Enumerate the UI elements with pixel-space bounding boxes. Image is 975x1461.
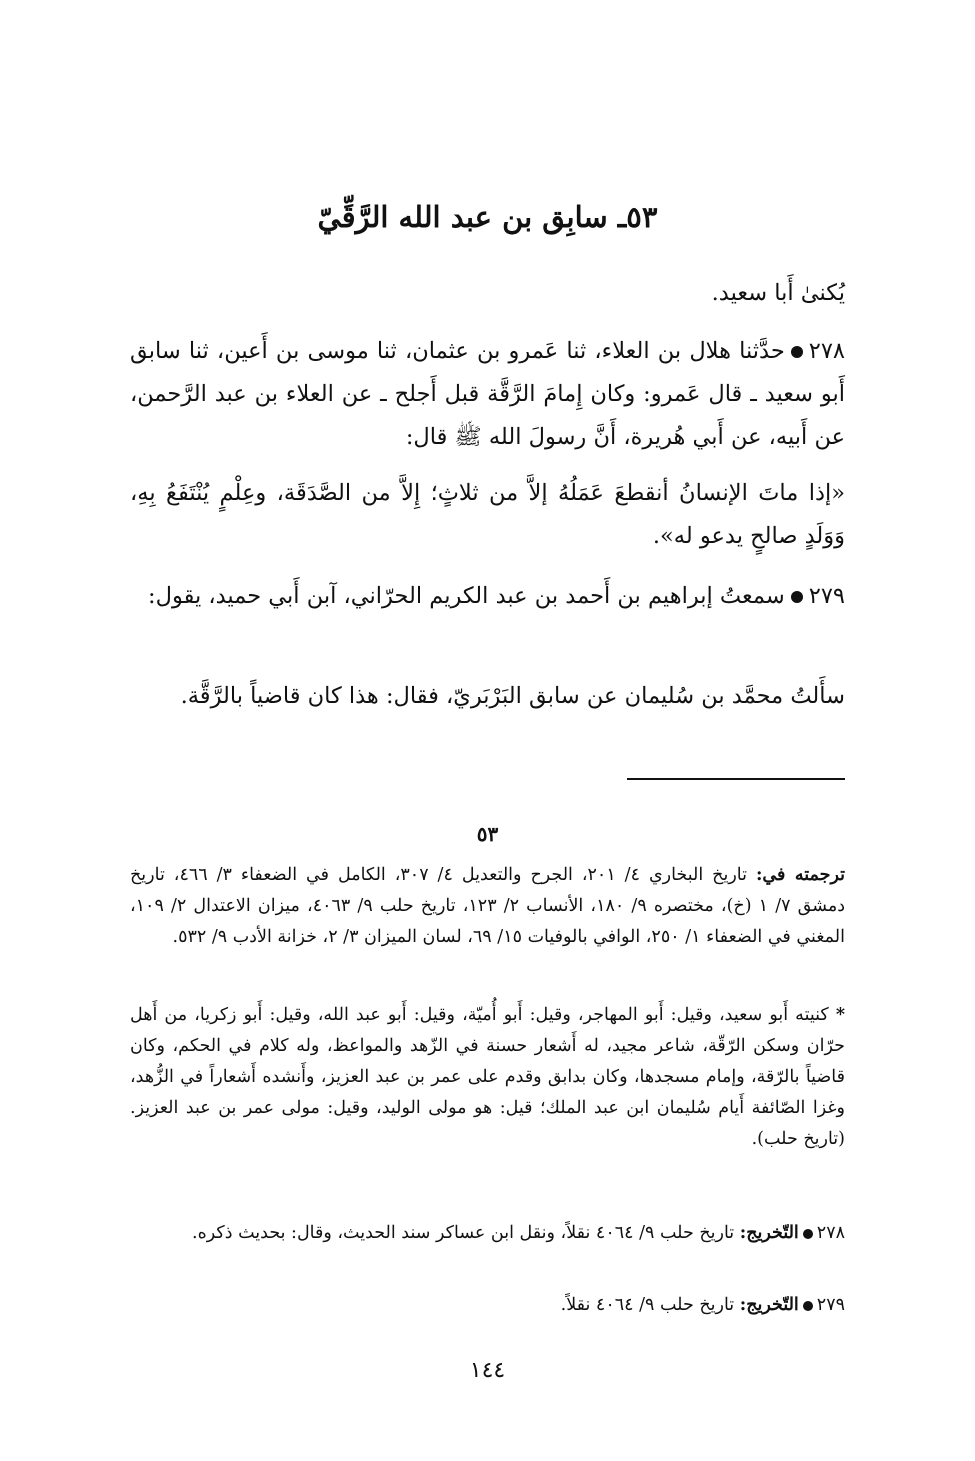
page-number: ١٤٤ <box>469 1358 506 1383</box>
hadith-text: سمعتُ إبراهيم بن أَحمد بن عبد الكريم الحرّاني، آبن أَبي حميد، يقول: <box>148 583 785 609</box>
hadith-text: حدَّثنا هلال بن العلاء، ثنا عَمرو بن عثمان، ثنا موسى بن أَعين، ثنا سابق أَبو سعيد ـ قال عَمرو: وكان إِمامَ الرَّقَّة قبل أَجلح ـ عن العلاء بن عبد الرَّحمن، عن أَبيه، عن أَبي هُريرة، أَنَّ رسولَ الله ﷺ قال: <box>130 338 845 450</box>
footnote-divider <box>627 778 845 780</box>
hadith-279-quote <box>130 675 845 718</box>
hadith-278-quote <box>130 472 845 558</box>
bullet-icon <box>791 591 803 603</box>
footnote-text: تاريخ البخاري ٤/ ٢٠١، الجرح والتعديل ٤/ ٣٠٧، الكامل في الضعفاء ٣/ ٤٦٦، تاريخ دمشق ٧/ ١ (خ)، مختصره ٩/ ١٨٠، الأنساب ٢/ ١٢٣، تاريخ حلب ٩/ ٤٠٦٣، ميزان الاعتدال ٢/ ١٠٩، المغني في الضعفاء ١/ ٢٥٠، الوافي بالوفيات ١٥/ ٦٩، لسان الميزان ٣/ ٢، خزانة الأدب ٩/ ٥٣٢. <box>130 865 846 947</box>
quote-text: سأَلتُ محمَّد بن سُليمان عن سابق البَرْبَريّ، فقال: هذا كان قاضياً بالرَّقَّة. <box>180 683 845 709</box>
intro-line <box>130 272 845 315</box>
asterisk-marker: * <box>835 1005 845 1025</box>
footnote-label: التّخريج: <box>739 1295 799 1315</box>
hadith-279 <box>130 575 845 618</box>
footnote-tarjama <box>130 860 845 953</box>
hadith-278 <box>130 330 845 459</box>
intro-text: يُكنىٰ أَبا سعيد. <box>711 280 845 306</box>
bullet-icon <box>803 1301 813 1311</box>
footnote-label: التّخريج: <box>739 1223 799 1243</box>
footnote-section-number: ٥٣ <box>476 822 499 846</box>
footnote-text: تاريخ حلب ٩/ ٤٠٦٤ نقلاً، ونقل ابن عساكر سند الحديث، وقال: بحديث ذكره. <box>192 1223 735 1243</box>
footnote-takhrij-279 <box>130 1290 845 1321</box>
footnote-number: ٢٧٨ <box>816 1223 845 1243</box>
footnote-label: ترجمته في: <box>755 865 845 885</box>
footnote-text: كنيته أَبو سعيد، وقيل: أَبو المهاجر، وقيل: أَبو أُميّة، وقيل: أَبو عبد الله، وقيل: أَبو زكريا، من أَهل حرّان وسكن الرّقّة، شاعر مجيد، له أَشعار حسنة في الزّهد والمواعظ، وله كلام في الحكم، وكان قاضياً بالرّقة، وإمام مسجدها، وكان بدابق وقدم على عمر بن عبد العزيز، وأَنشده أَشعاراً في الزُّهد، وغزا الصّائفة أَيام سُليمان ابن عبد الملك؛ قيل: هو مولى الوليد، وقيل: مولى عمر بن عبد العزيز. (تاريخ حلب). <box>130 1005 845 1149</box>
hadith-number: ٢٧٩ <box>808 583 845 609</box>
footnote-takhrij-278 <box>130 1218 845 1249</box>
hadith-number: ٢٧٨ <box>808 338 845 364</box>
bullet-icon <box>791 346 803 358</box>
footnote-biography <box>130 1000 845 1155</box>
quote-text: «إذا ماتَ الإنسانُ أنقطعَ عَمَلُهُ إلاَّ من ثلاثٍ؛ إِلاَّ من الصَّدَقَة، وعِلْمٍ يُنْتَفَعُ بِهِ، وَوَلَدٍ صالحٍ يدعو له». <box>130 480 845 549</box>
footnote-text: تاريخ حلب ٩/ ٤٠٦٤ نقلاً. <box>560 1295 735 1315</box>
chapter-title: ٥٣ـ سابِق بن عبد الله الرَّقِّيّ <box>317 200 658 234</box>
footnote-number: ٢٧٩ <box>816 1295 845 1315</box>
bullet-icon <box>803 1229 813 1239</box>
